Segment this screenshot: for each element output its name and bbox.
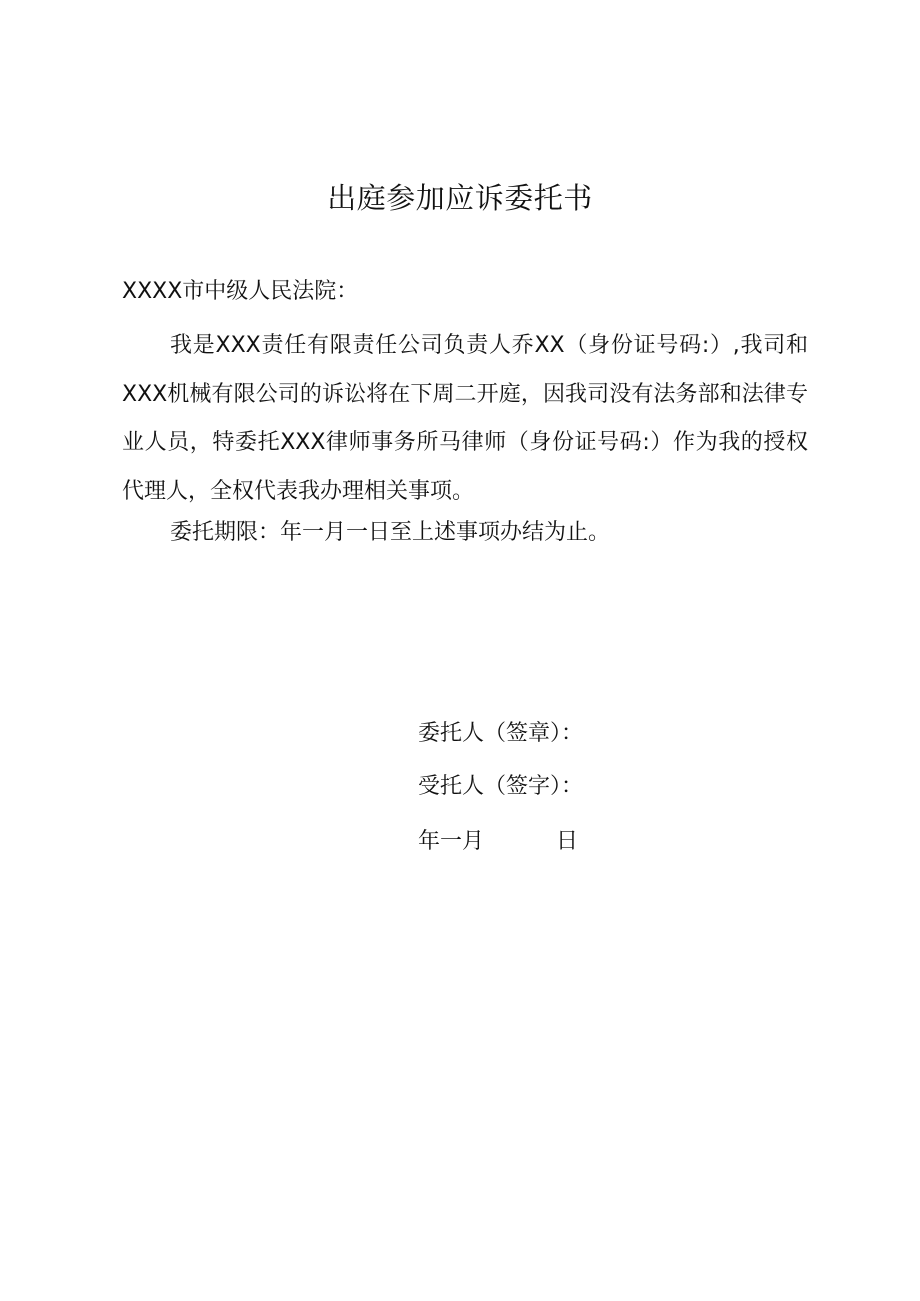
document-title: 出庭参加应诉委托书 (327, 181, 593, 215)
signature-date-line (418, 826, 578, 858)
addressee-line: XXXX市中级人民法院： (122, 279, 359, 304)
body-paragraph: 我是XXX责任有限责任公司负责人乔XX（身份证号码:）,我司和XXX机械有限公司的诉讼将在下周二开庭，因我司没有法务部和法律专业人员，特委托XXX律师事务所马律师（身份证号码:）作为我的授权代理人，全权代表我办理相关事项。 (122, 333, 808, 504)
date-day: 日 (556, 829, 579, 854)
agent-signature-line: 受托人（签字）： (418, 774, 584, 799)
date-year-month: 年一月 (418, 829, 485, 854)
term-paragraph: 委托期限：年一月一日至上述事项办结为止。 (170, 520, 611, 545)
principal-signature-line: 委托人（签章）： (418, 721, 584, 746)
